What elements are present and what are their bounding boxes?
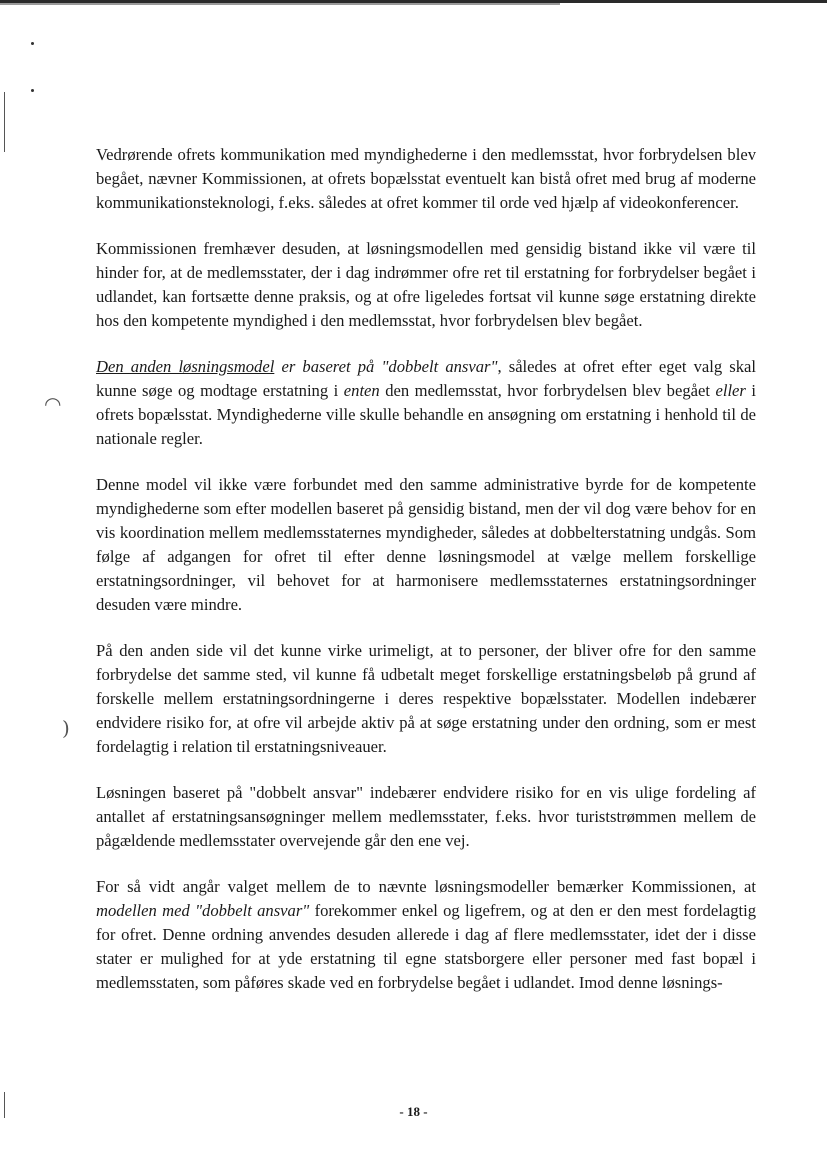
paragraph [96,143,756,215]
emphasis-text: enten [343,381,380,400]
paragraph [96,473,756,617]
paragraph [96,639,756,759]
punch-hole-mark: ◠ [44,392,62,416]
paragraph-text: På den anden side vil det kunne virke urimeligt, at to personer, der bliver ofre for den samme forbrydelse det samme sted, vil kunne få udbetalt meget forskellige erstatningsbeløb på grund af forskelle mellem erstatningsordningerne i deres respektive bopælsstater. Modellen indebærer endvidere risiko for, at ofre vil arbejde aktiv på at søge erstatning under den ordning, som er mest fordelagtig i relation til erstatningsniveauer. [96,641,756,756]
scan-speck [31,42,34,45]
paragraph [96,355,756,451]
paragraph [96,781,756,853]
paragraph-text: forekommer enkel og ligefrem, og at den er den mest fordelagtig for ofret. Denne ordning anvendes desuden allerede i dag af flere medlemsstater, idet der i disse stater er mulighed for at yde erstatning til egne statsborgere eller personer med fast bopæl i medlemsstaten, som påføres skade ved en forbrydelse begået i udlandet. Imod denne løsnings- [96,901,757,992]
document-body [96,143,756,995]
paragraph-text: Kommissionen fremhæver desuden, at løsningsmodellen med gensidig bistand ikke vil være til hinder for, at de medlemsstater, der i dag indrømmer ofre ret til erstatning for forbrydelser begået i udlandet, kan fortsætte denne praksis, og at ofre ligeledes fortsat vil kunne søge erstatning direkte hos den kompetente myndighed i den medlemsstat, hvor forbrydelsen blev begået. [96,239,756,330]
paragraph [96,875,756,995]
paragraph-text: Vedrørende ofrets kommunikation med myndighederne i den medlemsstat, hvor forbrydelsen blev begået, nævner Kommissionen, at ofrets bopælsstat eventuelt kan bistå ofret med brug af moderne kommunikationsteknologi, f.eks. således at ofret kommer til orde ved hjælp af videokonferencer. [96,145,756,212]
paragraph [96,237,756,333]
paragraph-text: i ofrets bopælsstat. Myndighederne ville skulle behandle en ansøgning om erstatning i henhold til de nationale regler. [96,381,757,448]
page-number: - 18 - [399,1104,428,1119]
paragraph-text: For så vidt angår valget mellem de to nævnte løsningsmodeller bemærker Kommissionen, at [96,877,756,896]
paragraph-text: den medlemsstat, hvor forbrydelsen blev begået [379,381,716,400]
emphasis-text: eller [715,381,746,400]
paragraph-text: , således at ofret efter eget valg skal kunne søge og modtage erstatning i [96,357,757,400]
emphasis-text: er baseret på "dobbelt ansvar" [274,357,498,376]
scan-speck [31,89,34,92]
model-heading: Den anden løsningsmodel [96,357,275,376]
top-edge-shadow [0,3,560,5]
left-edge-mark [4,92,5,152]
paragraph-text: Løsningen baseret på "dobbelt ansvar" indebærer endvidere risiko for en vis ulige fordeling af antallet af erstatningsansøgninger mellem medlemsstater, f.eks. hvor turiststrømmen mellem de pågældende medlemsstater overvejende går den ene vej. [96,783,756,850]
punch-hole-mark: ) [62,716,70,740]
emphasis-text: modellen med "dobbelt ansvar" [96,901,310,920]
paragraph-text: Denne model vil ikke være forbundet med den samme administrative byrde for de kompetente myndighederne som efter modellen baseret på gensidig bistand, men der vil dog være behov for en vis koordination mellem medlemsstaternes myndigheder, således at dobbelterstatning undgås. Som følge af adgangen for ofret til efter denne løsningsmodel at vælge mellem forskellige erstatningsordninger, vil behovet for at harmonisere medlemsstaternes erstatningsordninger desuden være mindre. [96,475,756,614]
